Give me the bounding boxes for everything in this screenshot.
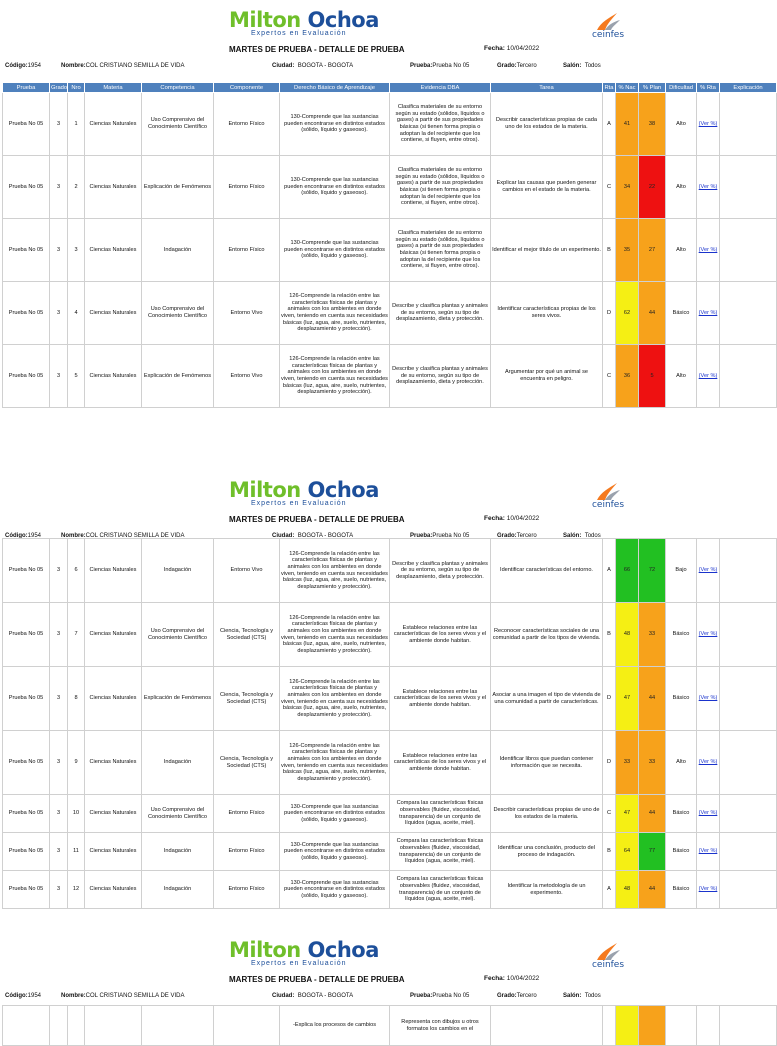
cell-competencia: Uso Comprensivo del Conocimiento Científico bbox=[142, 93, 214, 156]
table-row bbox=[3, 833, 777, 871]
page-title: MARTES DE PRUEBA - DETALLE DE PRUEBA bbox=[229, 45, 405, 54]
cell-componente: Entorno Vivo bbox=[214, 282, 280, 345]
cell-plan: 33 bbox=[639, 603, 666, 667]
cell-nro: 1 bbox=[68, 93, 85, 156]
column-header: Grado bbox=[51, 84, 68, 91]
cell-rta-pct bbox=[697, 667, 720, 731]
cell-dba: 126-Comprende la relación entre las características físicas de plantas y animales con los ambientes en donde viven, teniendo en cuenta sus necesidades básicas (luz, agua, aire, suelo, nutrientes, desplazamiento y protección). bbox=[280, 282, 390, 345]
cell-materia: Ciencias Naturales bbox=[85, 539, 142, 603]
cell-nac: 64 bbox=[616, 833, 639, 871]
cell-rta: A bbox=[603, 93, 616, 156]
cell-evidencia: Compara las características físicas observables (fluidez, viscosidad, transparencia) de un conjunto de líquidos (agua, aceite, miel). bbox=[390, 871, 491, 909]
cell-componente: Entorno Físico bbox=[214, 219, 280, 282]
cell-nro: 9 bbox=[68, 731, 85, 795]
cell-competencia: Indagación bbox=[142, 833, 214, 871]
cell-nro bbox=[68, 1006, 85, 1046]
cell-componente: Entorno Físico bbox=[214, 795, 280, 833]
info-line bbox=[0, 993, 768, 1001]
ceinfes-logo bbox=[588, 10, 628, 40]
cell-tarea: Explicar las causas que pueden generar cambios en el estado de la materia. bbox=[491, 156, 603, 219]
cell-nro: 8 bbox=[68, 667, 85, 731]
report-page-1 bbox=[0, 0, 768, 396]
column-header: % Nac bbox=[616, 83, 639, 93]
cell-dificultad: Alto bbox=[666, 93, 697, 156]
cell-competencia: Uso Comprensivo del Conocimiento Científico bbox=[142, 603, 214, 667]
logo-word-1: Milton bbox=[229, 938, 301, 962]
cell-tarea: Asociar a una imagen el tipo de vivienda de una comunidad a partir de características. bbox=[491, 667, 603, 731]
cell-evidencia: Clasifica materiales de su entorno según su estado (sólidos, líquidos o gases) a partir de sus propiedades básicas (si tienen forma propia o adoptan la del recipiente que los contiene, si fluyen, entre otros). bbox=[390, 219, 491, 282]
salon: Salón: Todos bbox=[563, 533, 601, 539]
detail-table bbox=[2, 538, 777, 909]
table-row bbox=[3, 1006, 777, 1046]
cell-plan: 77 bbox=[639, 833, 666, 871]
cell-nac: 62 bbox=[616, 282, 639, 345]
fecha bbox=[484, 45, 539, 52]
ver-percent-link[interactable]: (Ver %) bbox=[698, 631, 718, 638]
cell-competencia: Uso Comprensivo del Conocimiento Científico bbox=[142, 282, 214, 345]
cell-componente: Entorno Físico bbox=[214, 93, 280, 156]
cell-materia: Ciencias Naturales bbox=[85, 156, 142, 219]
cell-competencia: Uso Comprensivo del Conocimiento Científico bbox=[142, 795, 214, 833]
cell-rta: C bbox=[603, 345, 616, 408]
cell-prueba: Prueba No 05 bbox=[3, 539, 50, 603]
cell-evidencia: Describe y clasifica plantas y animales de su entorno, según su tipo de desplazamiento, dieta y protección. bbox=[390, 282, 491, 345]
cell-dba: 130-Comprende que las sustancias pueden encontrarse en distintos estados (sólido, líquido y gaseoso). bbox=[280, 219, 390, 282]
cell-dba: 130-Comprende que las sustancias pueden encontrarse en distintos estados (sólido, líquido y gaseoso). bbox=[280, 795, 390, 833]
cell-nro: 3 bbox=[68, 219, 85, 282]
cell-tarea bbox=[491, 1006, 603, 1046]
cell-nro: 2 bbox=[68, 156, 85, 219]
cell-nro: 5 bbox=[68, 345, 85, 408]
logo-word-1: Milton bbox=[229, 478, 301, 502]
cell-rta: C bbox=[603, 156, 616, 219]
cell-competencia bbox=[142, 1006, 214, 1046]
cell-grado: 3 bbox=[50, 345, 68, 408]
cell-rta: D bbox=[603, 282, 616, 345]
logo-word-2: Ochoa bbox=[307, 8, 379, 32]
cell-evidencia: Compara las características físicas observables (fluidez, viscosidad, transparencia) de un conjunto de líquidos (agua, aceite, miel). bbox=[390, 833, 491, 871]
cell-evidencia: Describe y clasifica plantas y animales de su entorno, según su tipo de desplazamiento, dieta y protección. bbox=[390, 539, 491, 603]
table-row bbox=[3, 156, 777, 219]
column-header: Derecho Básico de Aprendizaje bbox=[280, 83, 390, 93]
ver-percent-link[interactable]: (Ver %) bbox=[698, 759, 718, 766]
table-row bbox=[3, 871, 777, 909]
table-row bbox=[3, 731, 777, 795]
cell-componente bbox=[214, 1006, 280, 1046]
cell-componente: Entorno Físico bbox=[214, 833, 280, 871]
cell-rta bbox=[603, 1006, 616, 1046]
cell-plan: 44 bbox=[639, 871, 666, 909]
cell-plan bbox=[639, 1006, 666, 1046]
cell-nac: 48 bbox=[616, 603, 639, 667]
cell-tarea: Identificar características del entorno. bbox=[491, 539, 603, 603]
cell-materia: Ciencias Naturales bbox=[85, 219, 142, 282]
cell-nac: 66 bbox=[616, 539, 639, 603]
cell-competencia: Explicación de Fenómenos bbox=[142, 667, 214, 731]
prueba: Prueba: Prueba No 05 bbox=[410, 63, 470, 69]
cell-dificultad: Alto bbox=[666, 345, 697, 408]
cell-materia: Ciencias Naturales bbox=[85, 282, 142, 345]
cell-explicacion bbox=[720, 282, 777, 345]
cell-rta: B bbox=[603, 833, 616, 871]
cell-rta-pct bbox=[697, 345, 720, 408]
ceinfes-text: ceinfes bbox=[591, 30, 625, 40]
report-header bbox=[0, 0, 768, 83]
cell-tarea: Identificar la metodología de un experimento. bbox=[491, 871, 603, 909]
cell-rta: A bbox=[603, 871, 616, 909]
cell-nac: 35 bbox=[616, 219, 639, 282]
cell-nac: 41 bbox=[616, 93, 639, 156]
ver-percent-link[interactable]: (Ver %) bbox=[698, 183, 718, 190]
cell-rta-pct bbox=[697, 219, 720, 282]
cell-tarea: Identificar características propias de los seres vivos. bbox=[491, 282, 603, 345]
ceinfes-text: ceinfes bbox=[591, 960, 625, 970]
table-row bbox=[3, 93, 777, 156]
cell-grado: 3 bbox=[50, 795, 68, 833]
codigo: Código: 1954 bbox=[5, 993, 42, 999]
cell-prueba: Prueba No 05 bbox=[3, 667, 50, 731]
fecha-value: 10/04/2022 bbox=[506, 975, 540, 982]
cell-tarea: Identificar el mejor título de un experimento. bbox=[491, 219, 603, 282]
cell-evidencia: Compara las características físicas observables (fluidez, viscosidad, transparencia) de un conjunto de líquidos (agua, aceite, miel). bbox=[390, 795, 491, 833]
report-page-2 bbox=[0, 470, 768, 903]
cell-prueba: Prueba No 05 bbox=[3, 345, 50, 408]
cell-plan: 72 bbox=[639, 539, 666, 603]
cell-plan: 44 bbox=[639, 667, 666, 731]
cell-prueba: Prueba No 05 bbox=[3, 795, 50, 833]
cell-grado: 3 bbox=[50, 833, 68, 871]
page-title: MARTES DE PRUEBA - DETALLE DE PRUEBA bbox=[229, 515, 405, 524]
report-page-3 bbox=[0, 930, 768, 1032]
cell-competencia: Indagación bbox=[142, 731, 214, 795]
fecha-value: 10/04/2022 bbox=[506, 515, 540, 522]
cell-prueba bbox=[3, 1006, 50, 1046]
cell-componente: Ciencia, Tecnología y Sociedad (CTS) bbox=[214, 731, 280, 795]
column-header: Prueba bbox=[3, 83, 50, 93]
fecha bbox=[484, 975, 539, 982]
flame-icon bbox=[593, 480, 623, 502]
cell-dba: 130-Comprende que las sustancias pueden encontrarse en distintos estados (sólido, líquido y gaseoso). bbox=[280, 156, 390, 219]
cell-componente: Ciencia, Tecnología y Sociedad (CTS) bbox=[214, 603, 280, 667]
codigo: Código: 1954 bbox=[5, 63, 42, 69]
table-row bbox=[3, 282, 777, 345]
cell-explicacion bbox=[720, 156, 777, 219]
fecha-label: Fecha: bbox=[484, 515, 505, 522]
cell-explicacion bbox=[720, 93, 777, 156]
ver-percent-link[interactable]: (Ver %) bbox=[698, 120, 718, 127]
cell-dificultad: Básico bbox=[666, 833, 697, 871]
cell-dba: 126-Comprende la relación entre las características físicas de plantas y animales con los ambientes en donde viven, teniendo en cuenta sus necesidades básicas (luz, agua, aire, suelo, nutrientes, desplazamiento y protección). bbox=[280, 667, 390, 731]
logo-tagline: Expertos en Evaluación bbox=[251, 500, 347, 507]
codigo: Código: 1954 bbox=[5, 533, 42, 539]
cell-grado bbox=[50, 1006, 68, 1046]
cell-nro: 4 bbox=[68, 282, 85, 345]
cell-nac: 48 bbox=[616, 871, 639, 909]
cell-explicacion bbox=[720, 667, 777, 731]
fecha-value: 10/04/2022 bbox=[506, 45, 540, 52]
ver-percent-link[interactable]: (Ver %) bbox=[698, 372, 718, 379]
cell-nac: 47 bbox=[616, 667, 639, 731]
cell-dba: 130-Comprende que las sustancias pueden encontrarse en distintos estados (sólido, líquido y gaseoso). bbox=[280, 833, 390, 871]
table-row bbox=[3, 345, 777, 408]
cell-tarea: Identificar libros que puedan contener información que se necesita. bbox=[491, 731, 603, 795]
table-row bbox=[3, 603, 777, 667]
ceinfes-text: ceinfes bbox=[591, 500, 625, 510]
cell-competencia: Indagación bbox=[142, 871, 214, 909]
cell-evidencia: Establece relaciones entre las características de los seres vivos y el ambiente donde habitan. bbox=[390, 667, 491, 731]
detail-table bbox=[2, 1005, 777, 1046]
fecha bbox=[484, 515, 539, 522]
nombre: Nombre: COL CRISTIANO SEMILLA DE VIDA bbox=[61, 993, 185, 999]
cell-dba: 126-Comprende la relación entre las características físicas de plantas y animales con los ambientes en donde viven, teniendo en cuenta sus necesidades básicas (luz, agua, aire, suelo, nutrientes, desplazamiento y protección). bbox=[280, 539, 390, 603]
cell-evidencia: Clasifica materiales de su entorno según su estado (sólidos, líquidos o gases) a partir de sus propiedades básicas (si tienen forma propia o adoptan la del recipiente que los contiene, si fluyen, entre otros). bbox=[390, 93, 491, 156]
page-title: MARTES DE PRUEBA - DETALLE DE PRUEBA bbox=[229, 975, 405, 984]
cell-rta-pct bbox=[697, 282, 720, 345]
cell-componente: Ciencia, Tecnología y Sociedad (CTS) bbox=[214, 667, 280, 731]
cell-dba: 130-Comprende que las sustancias pueden encontrarse en distintos estados (sólido, líquido y gaseoso). bbox=[280, 93, 390, 156]
cell-dificultad: Alto bbox=[666, 731, 697, 795]
cell-plan: 38 bbox=[639, 93, 666, 156]
logo-tagline: Expertos en Evaluación bbox=[251, 30, 347, 37]
prueba: Prueba: Prueba No 05 bbox=[410, 533, 470, 539]
logo-word-2: Ochoa bbox=[307, 938, 379, 962]
cell-rta-pct bbox=[697, 603, 720, 667]
column-header: Competencia bbox=[142, 83, 214, 93]
cell-prueba: Prueba No 05 bbox=[3, 282, 50, 345]
cell-competencia: Indagación bbox=[142, 539, 214, 603]
cell-nac bbox=[616, 1006, 639, 1046]
cell-dificultad bbox=[666, 1006, 697, 1046]
cell-tarea: Reconocer características sociales de una comunidad a partir de los tipos de vivienda. bbox=[491, 603, 603, 667]
report-header bbox=[0, 930, 768, 1013]
nombre: Nombre: COL CRISTIANO SEMILLA DE VIDA bbox=[61, 533, 185, 539]
column-header: Explicación bbox=[720, 83, 777, 93]
cell-explicacion bbox=[720, 345, 777, 408]
cell-tarea: Describir características propias de cada uno de los estados de la materia. bbox=[491, 93, 603, 156]
cell-explicacion bbox=[720, 1006, 777, 1046]
cell-prueba: Prueba No 05 bbox=[3, 219, 50, 282]
cell-plan: 5 bbox=[639, 345, 666, 408]
milton-ochoa-logo bbox=[229, 938, 379, 967]
cell-rta: C bbox=[603, 795, 616, 833]
ciudad: Ciudad: BOGOTA - BOGOTA bbox=[272, 63, 354, 69]
cell-grado: 3 bbox=[50, 219, 68, 282]
ceinfes-logo bbox=[588, 940, 628, 970]
column-header: Tarea bbox=[491, 83, 603, 93]
cell-explicacion bbox=[720, 871, 777, 909]
cell-explicacion bbox=[720, 731, 777, 795]
cell-rta-pct bbox=[697, 871, 720, 909]
table-row bbox=[3, 667, 777, 731]
table-row bbox=[3, 219, 777, 282]
column-header: Evidencia DBA bbox=[390, 83, 491, 93]
cell-nac: 36 bbox=[616, 345, 639, 408]
logo-word-1: Milton bbox=[229, 8, 301, 32]
cell-rta: B bbox=[603, 603, 616, 667]
cell-plan: 44 bbox=[639, 282, 666, 345]
cell-competencia: Explicación de Fenómenos bbox=[142, 156, 214, 219]
cell-dificultad: Básico bbox=[666, 282, 697, 345]
column-header: Dificultad bbox=[666, 83, 697, 93]
ceinfes-logo bbox=[588, 480, 628, 510]
detail-table bbox=[2, 82, 777, 408]
ver-percent-link[interactable]: (Ver %) bbox=[698, 567, 718, 574]
nombre: Nombre: COL CRISTIANO SEMILLA DE VIDA bbox=[61, 63, 185, 69]
cell-nro: 7 bbox=[68, 603, 85, 667]
cell-materia: Ciencias Naturales bbox=[85, 871, 142, 909]
ver-percent-link[interactable]: (Ver %) bbox=[698, 886, 718, 893]
ver-percent-link[interactable]: (Ver %) bbox=[698, 246, 718, 253]
cell-rta-pct bbox=[697, 731, 720, 795]
ver-percent-link[interactable]: (Ver %) bbox=[698, 810, 718, 817]
cell-dificultad: Bajo bbox=[666, 539, 697, 603]
cell-materia: Ciencias Naturales bbox=[85, 731, 142, 795]
cell-tarea: Argumentar por qué un animal se encuentra en peligro. bbox=[491, 345, 603, 408]
grado: Grado: Tercero bbox=[497, 993, 537, 999]
cell-materia: Ciencias Naturales bbox=[85, 667, 142, 731]
cell-grado: 3 bbox=[50, 93, 68, 156]
cell-plan: 27 bbox=[639, 219, 666, 282]
cell-componente: Entorno Físico bbox=[214, 156, 280, 219]
cell-grado: 3 bbox=[50, 156, 68, 219]
cell-prueba: Prueba No 05 bbox=[3, 871, 50, 909]
cell-rta: B bbox=[603, 219, 616, 282]
cell-dba: 126-Comprende la relación entre las características físicas de plantas y animales con los ambientes en donde viven, teniendo en cuenta sus necesidades básicas (luz, agua, aire, suelo, nutrientes, desplazamiento y protección). bbox=[280, 345, 390, 408]
ver-percent-link[interactable]: (Ver %) bbox=[698, 848, 718, 855]
cell-dificultad: Básico bbox=[666, 667, 697, 731]
milton-ochoa-logo bbox=[229, 8, 379, 37]
cell-rta: D bbox=[603, 731, 616, 795]
ciudad: Ciudad: BOGOTA - BOGOTA bbox=[272, 993, 354, 999]
cell-plan: 22 bbox=[639, 156, 666, 219]
cell-componente: Entorno Vivo bbox=[214, 539, 280, 603]
cell-nro: 10 bbox=[68, 795, 85, 833]
flame-icon bbox=[593, 940, 623, 962]
logo-tagline: Expertos en Evaluación bbox=[251, 960, 347, 967]
cell-nac: 47 bbox=[616, 795, 639, 833]
cell-dba: -Explica los procesos de cambios bbox=[280, 1006, 390, 1046]
column-header: Nro bbox=[68, 83, 85, 93]
cell-rta-pct bbox=[697, 1006, 720, 1046]
table-row bbox=[3, 795, 777, 833]
cell-grado: 3 bbox=[50, 871, 68, 909]
cell-dba: 126-Comprende la relación entre las características físicas de plantas y animales con los ambientes en donde viven, teniendo en cuenta sus necesidades básicas (luz, agua, aire, suelo, nutrientes, desplazamiento y protección). bbox=[280, 731, 390, 795]
cell-materia: Ciencias Naturales bbox=[85, 795, 142, 833]
cell-materia bbox=[85, 1006, 142, 1046]
ver-percent-link[interactable]: (Ver %) bbox=[698, 309, 718, 316]
cell-rta: A bbox=[603, 539, 616, 603]
logo-word-2: Ochoa bbox=[307, 478, 379, 502]
salon: Salón: Todos bbox=[563, 993, 601, 999]
cell-dba: 126-Comprende la relación entre las características físicas de plantas y animales con los ambientes en donde viven, teniendo en cuenta sus necesidades básicas (luz, agua, aire, suelo, nutrientes, desplazamiento y protección). bbox=[280, 603, 390, 667]
grado: Grado: Tercero bbox=[497, 63, 537, 69]
column-header: % Plan bbox=[639, 83, 666, 93]
column-header: Componente bbox=[214, 83, 280, 93]
column-header: Materia bbox=[85, 83, 142, 93]
cell-grado: 3 bbox=[50, 539, 68, 603]
cell-rta-pct bbox=[697, 156, 720, 219]
cell-tarea: Identificar una conclusión, producto del proceso de indagación. bbox=[491, 833, 603, 871]
cell-competencia: Explicación de Fenómenos bbox=[142, 345, 214, 408]
cell-explicacion bbox=[720, 603, 777, 667]
cell-grado: 3 bbox=[50, 282, 68, 345]
cell-nro: 12 bbox=[68, 871, 85, 909]
cell-componente: Entorno Físico bbox=[214, 871, 280, 909]
cell-nac: 33 bbox=[616, 731, 639, 795]
cell-grado: 3 bbox=[50, 667, 68, 731]
cell-nac: 34 bbox=[616, 156, 639, 219]
cell-materia: Ciencias Naturales bbox=[85, 93, 142, 156]
cell-prueba: Prueba No 05 bbox=[3, 603, 50, 667]
cell-dba: 130-Comprende que las sustancias pueden encontrarse en distintos estados (sólido, líquido y gaseoso). bbox=[280, 871, 390, 909]
cell-grado: 3 bbox=[50, 731, 68, 795]
cell-explicacion bbox=[720, 795, 777, 833]
cell-explicacion bbox=[720, 539, 777, 603]
grado: Grado: Tercero bbox=[497, 533, 537, 539]
info-line bbox=[0, 63, 768, 71]
cell-prueba: Prueba No 05 bbox=[3, 93, 50, 156]
fecha-label: Fecha: bbox=[484, 45, 505, 52]
milton-ochoa-logo bbox=[229, 478, 379, 507]
cell-plan: 44 bbox=[639, 795, 666, 833]
table-header-row bbox=[3, 83, 777, 93]
cell-plan: 33 bbox=[639, 731, 666, 795]
column-header: Rta bbox=[604, 84, 614, 91]
cell-explicacion bbox=[720, 833, 777, 871]
cell-dificultad: Alto bbox=[666, 156, 697, 219]
cell-evidencia: Clasifica materiales de su entorno según su estado (sólidos, líquidos o gases) a partir de sus propiedades básicas (si tienen forma propia o adoptan la del recipiente que los contiene, si fluyen, entre otros). bbox=[390, 156, 491, 219]
cell-evidencia: Describe y clasifica plantas y animales de su entorno, según su tipo de desplazamiento, dieta y protección. bbox=[390, 345, 491, 408]
cell-dificultad: Básico bbox=[666, 603, 697, 667]
cell-evidencia: Establece relaciones entre las características de los seres vivos y el ambiente donde habitan. bbox=[390, 731, 491, 795]
cell-prueba: Prueba No 05 bbox=[3, 731, 50, 795]
cell-componente: Entorno Vivo bbox=[214, 345, 280, 408]
cell-rta-pct bbox=[697, 833, 720, 871]
prueba: Prueba: Prueba No 05 bbox=[410, 993, 470, 999]
cell-evidencia: Establece relaciones entre las características de los seres vivos y el ambiente donde habitan. bbox=[390, 603, 491, 667]
column-header: % Rta bbox=[697, 83, 720, 93]
cell-rta-pct bbox=[697, 539, 720, 603]
cell-materia: Ciencias Naturales bbox=[85, 603, 142, 667]
cell-nro: 11 bbox=[68, 833, 85, 871]
flame-icon bbox=[593, 10, 623, 32]
cell-materia: Ciencias Naturales bbox=[85, 345, 142, 408]
cell-materia: Ciencias Naturales bbox=[85, 833, 142, 871]
cell-nro: 6 bbox=[68, 539, 85, 603]
cell-dificultad: Básico bbox=[666, 871, 697, 909]
cell-rta: D bbox=[603, 667, 616, 731]
cell-rta-pct bbox=[697, 795, 720, 833]
cell-dificultad: Alto bbox=[666, 219, 697, 282]
cell-explicacion bbox=[720, 219, 777, 282]
salon: Salón: Todos bbox=[563, 63, 601, 69]
fecha-label: Fecha: bbox=[484, 975, 505, 982]
cell-grado: 3 bbox=[50, 603, 68, 667]
cell-dificultad: Básico bbox=[666, 795, 697, 833]
table-row bbox=[3, 539, 777, 603]
cell-rta-pct bbox=[697, 93, 720, 156]
ciudad: Ciudad: BOGOTA - BOGOTA bbox=[272, 533, 354, 539]
cell-prueba: Prueba No 05 bbox=[3, 156, 50, 219]
ver-percent-link[interactable]: (Ver %) bbox=[698, 695, 718, 702]
cell-competencia: Indagación bbox=[142, 219, 214, 282]
cell-evidencia: Representa con dibujos u otros formatos los cambios en el bbox=[390, 1006, 491, 1046]
cell-prueba: Prueba No 05 bbox=[3, 833, 50, 871]
cell-tarea: Describir características propias de uno de los estados de la materia. bbox=[491, 795, 603, 833]
